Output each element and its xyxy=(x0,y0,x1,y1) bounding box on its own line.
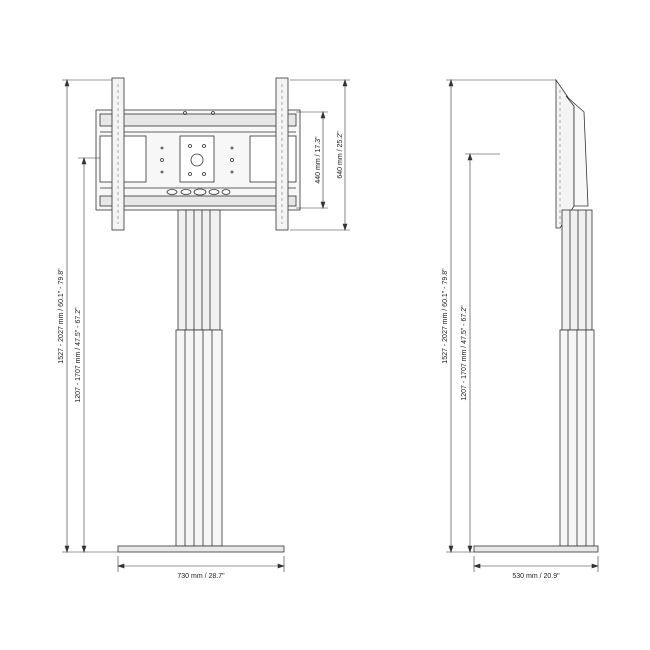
label-side-mount-height: 1207 - 1707 mm / 47.5" - 67.2" xyxy=(461,305,468,401)
base-plate-side xyxy=(474,546,598,552)
label-front-total-height: 1527 - 2027 mm / 60.1" - 79.8" xyxy=(58,268,65,364)
label-side-total-height: 1527 - 2027 mm / 60.1" - 79.8" xyxy=(442,268,449,364)
label-base-width-front: 730 mm / 28.7" xyxy=(177,573,225,580)
label-base-depth-side: 530 mm / 20.9" xyxy=(512,573,560,580)
vesa-rail-left xyxy=(112,78,124,230)
vesa-plate xyxy=(96,110,300,210)
front-view xyxy=(62,78,350,572)
vesa-rail-right xyxy=(276,78,288,230)
side-view xyxy=(446,80,598,572)
side-column xyxy=(560,210,594,546)
dim-side-mount-height xyxy=(465,154,500,552)
dim-base-width-front xyxy=(118,556,284,572)
base-plate-front xyxy=(118,546,284,552)
label-bracket-outer: 640 mm / 25.2" xyxy=(337,131,344,179)
telescopic-column xyxy=(176,210,222,546)
side-bracket xyxy=(556,80,588,228)
dim-bracket-inner xyxy=(296,112,328,208)
dim-base-depth-side xyxy=(474,556,598,572)
label-bracket-inner: 440 mm / 17.3" xyxy=(315,136,322,184)
label-front-mount-height: 1207 - 1707 mm / 47.5" - 67.2" xyxy=(75,307,82,403)
